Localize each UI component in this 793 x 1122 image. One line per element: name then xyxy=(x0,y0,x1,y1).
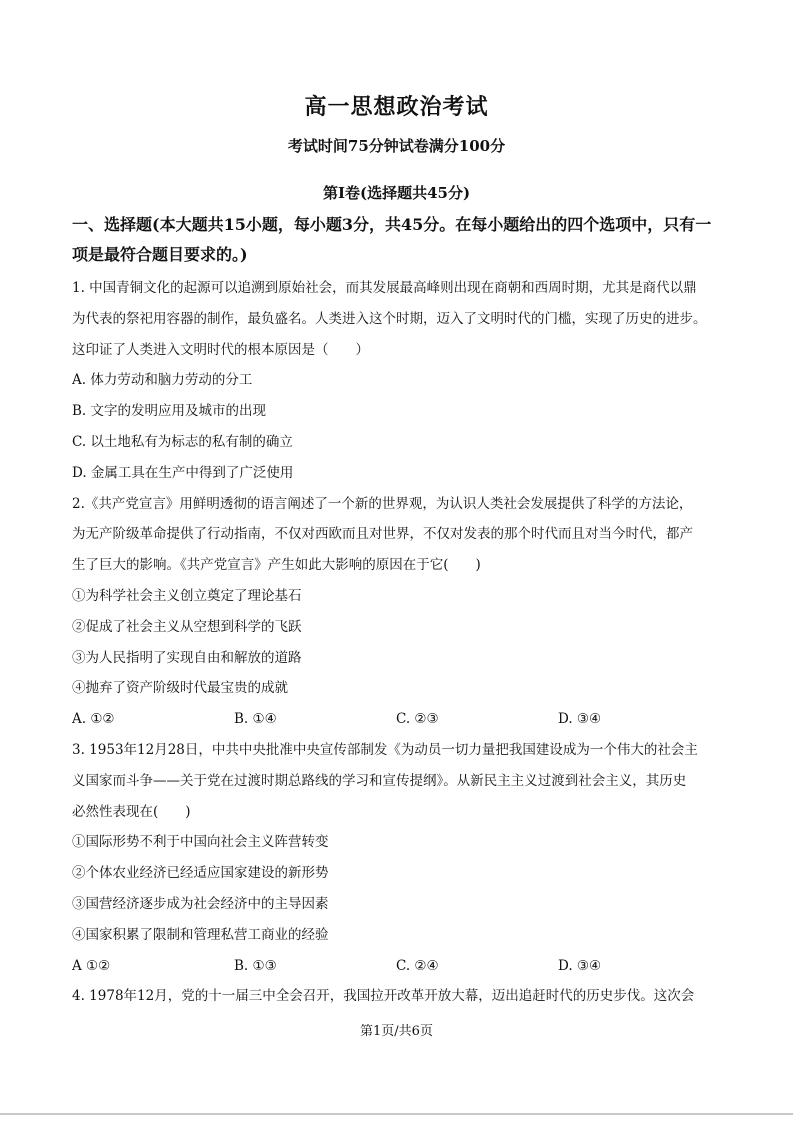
question-stem: 这印证了人类进入文明时代的根本原因是（ ） xyxy=(72,341,369,358)
statement-1: ①国际形势不利于中国向社会主义阵营转变 xyxy=(72,834,329,851)
question-stem: 必然性表现在( ) xyxy=(72,803,191,820)
statement-2: ②个体农业经济已经适应国家建设的新形势 xyxy=(72,865,329,882)
option-d: D. ③④ xyxy=(558,711,602,728)
options-row xyxy=(72,704,732,735)
option-d: D. ③④ xyxy=(558,957,602,974)
question-2 xyxy=(72,489,732,735)
option-c: C. 以土地私有为标志的私有制的确立 xyxy=(72,433,293,450)
question-stem: 为代表的祭祀用容器的制作，最负盛名。人类进入这个时期，迈入了文明时代的门槛，实现了历史的进步。 xyxy=(72,310,707,327)
question-stem: 2.《共产党宣言》用鲜明透彻的语言阐述了一个新的世界观，为认识人类社会发展提供了科学的方法论， xyxy=(72,495,693,512)
questions xyxy=(72,273,732,1012)
question-stem: 义国家而斗争——关于党在过渡时期总路线的学习和宣传提纲》。从新民主主义过渡到社会主义，其历史 xyxy=(72,772,687,789)
option-a: A. ①② xyxy=(72,711,115,728)
option-a: A. 体力劳动和脑力劳动的分工 xyxy=(72,372,253,389)
question-stem: 3. 1953年12月28日，中共中央批准中央宣传部制发《为动员一切力量把我国建设成为一个伟大的社会主 xyxy=(72,741,698,758)
section-instructions xyxy=(72,210,732,270)
option-b: B. 文字的发明应用及城市的出现 xyxy=(72,403,267,420)
option-a: A ①② xyxy=(72,957,111,974)
question-stem: 4. 1978年12月，党的十一届三中全会召开，我国拉开改革开放大幕，迈出追赶时代的历史步伐。这次会 xyxy=(72,988,695,1005)
option-c: C. ②④ xyxy=(396,957,439,974)
options-row xyxy=(72,951,732,982)
question-stem: 1. 中国青铜文化的起源可以追溯到原始社会，而其发展最高峰则出现在商朝和西周时期，尤其是商代以鼎 xyxy=(72,280,697,296)
option-d: D. 金属工具在生产中得到了广泛使用 xyxy=(72,464,294,481)
instructions-line: 一、选择题(本大题共15小题，每小题3分，共45分。在每小题给出的四个选项中，只有一 xyxy=(72,215,712,234)
statement-2: ②促成了社会主义从空想到科学的飞跃 xyxy=(72,618,302,635)
statement-4: ④抛弃了资产阶级时代最宝贵的成就 xyxy=(72,680,288,697)
question-4 xyxy=(72,981,732,1012)
option-c: C. ②③ xyxy=(396,711,439,728)
statement-3: ③国营经济逐步成为社会经济中的主导因素 xyxy=(72,895,329,912)
statement-4: ④国家积累了限制和管理私营工商业的经验 xyxy=(72,926,329,943)
question-stem: 为无产阶级革命提供了行动指南，不仅对西欧而且对世界，不仅对发表的那个时代而且对当今时代，都产 xyxy=(72,526,693,543)
exam-subtitle: 考试时间75分钟试卷满分100分 xyxy=(287,137,506,155)
question-3 xyxy=(72,735,732,981)
instructions-line: 项是最符合题目要求的。) xyxy=(72,245,248,264)
section-title: 第Ⅰ卷(选择题共45分) xyxy=(322,184,471,202)
statement-3: ③为人民指明了实现自由和解放的道路 xyxy=(72,649,302,666)
option-b: B. ①③ xyxy=(234,957,277,974)
question-1 xyxy=(72,273,732,489)
option-b: B. ①④ xyxy=(234,711,277,728)
exam-title: 高一思想政治考试 xyxy=(304,94,489,120)
statement-1: ①为科学社会主义创立奠定了理论基石 xyxy=(72,587,302,604)
page-number: 第1页/共6页 xyxy=(360,1024,433,1039)
question-stem: 生了巨大的影响。《共产党宣言》产生如此大影响的原因在于它( ) xyxy=(72,557,481,574)
bottom-divider xyxy=(0,1113,793,1115)
